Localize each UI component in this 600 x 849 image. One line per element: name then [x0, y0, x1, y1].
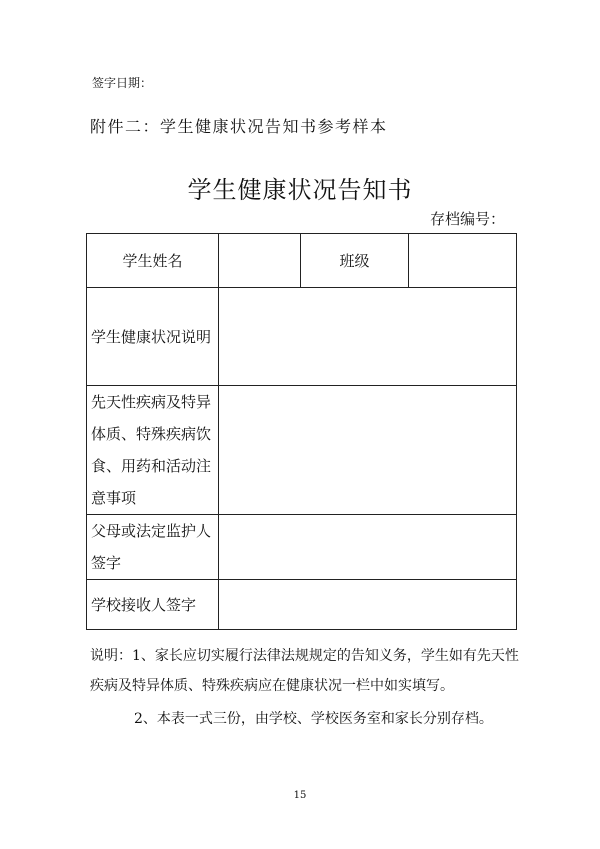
school-receiver-field[interactable]: [219, 580, 517, 630]
health-notice-form: [86, 233, 517, 630]
form-row-name-class: [87, 234, 517, 288]
form-row-guardian-sign: [87, 515, 517, 580]
conditions-field[interactable]: [219, 386, 517, 515]
document-title: 学生健康状况告知书: [187, 176, 413, 204]
conditions-label: 先天性疾病及特异体质、特殊疾病饮食、用药和活动注意事项: [87, 386, 219, 515]
class-label: 班级: [301, 234, 409, 288]
health-desc-label: 学生健康状况说明: [87, 288, 219, 386]
archive-number-label: 存档编号：: [430, 210, 506, 228]
guardian-sign-field[interactable]: [219, 515, 517, 580]
form-row-school-receiver: [87, 580, 517, 630]
note-2: 2、本表一式三份，由学校、学校医务室和家长分别存档。: [134, 711, 493, 727]
attachment-title: 附件二：学生健康状况告知书参考样本: [90, 117, 388, 136]
school-receiver-label: 学校接收人签字: [87, 580, 219, 630]
note-1: 说明：1、家长应切实履行法律法规规定的告知义务，学生如有先天性疾病及特异体质、特殊疾病应在健康状况一栏中如实填写。: [90, 648, 519, 694]
page-number: 15: [293, 790, 307, 801]
health-desc-field[interactable]: [219, 288, 517, 386]
sign-date-label: 签字日期：: [92, 76, 153, 90]
guardian-sign-label: 父母或法定监护人签字: [87, 515, 219, 580]
form-row-conditions: [87, 386, 517, 515]
class-field[interactable]: [409, 234, 517, 288]
student-name-field[interactable]: [219, 234, 301, 288]
form-row-health-desc: [87, 288, 517, 386]
student-name-label: 学生姓名: [87, 234, 219, 288]
